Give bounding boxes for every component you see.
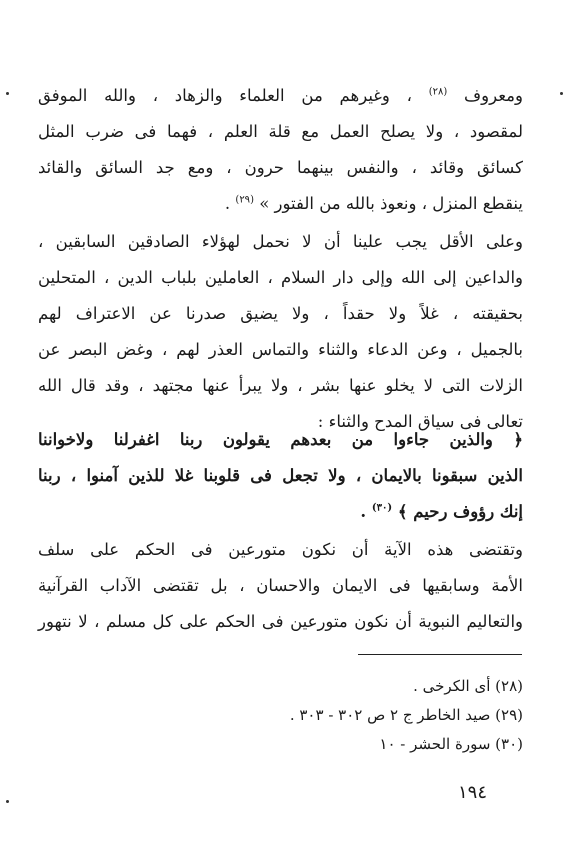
footnote-ref-29: (٢٩) (235, 194, 254, 206)
footnote-28: (٢٨) أى الكرخى . (413, 677, 523, 695)
footnote-ref-30: (٣٠) (371, 502, 393, 514)
verse-line-3-text: إنك رؤوف رحيم ﴾ (397, 502, 523, 521)
paragraph-1-line-1 (38, 78, 523, 114)
paragraph-2-line-6: تعالى فى سياق المدح والثناء : (317, 412, 523, 431)
footnote-29: (٢٩) صيد الخاطر ج ٢ ص ٣٠٢ - ٣٠٣ . (289, 706, 523, 724)
paragraph-4-line-1: وتقتضى هذه الآية أن نكون متورعين فى الحكم على سلف (38, 540, 523, 559)
footnote-ref-28: (٢٨) (428, 86, 448, 98)
paragraph-1-line-4-text: ينقطع المنزل ، ونعوذ بالله من الفتور » (259, 194, 523, 213)
paragraph-2-line-4: بالجميل ، وعن الدعاء والثناء والتماس العذر لهم ، وغض البصر عن (38, 340, 523, 359)
paragraph-2-line-3: بحقيقته ، غلاً ولا حقداً ، ولا يضيق صدرنا عن الاعتراف لهم (38, 304, 523, 323)
verse-line-3-end: . (360, 502, 367, 521)
margin-dot-bottom (6, 800, 9, 803)
margin-dot-right (560, 92, 563, 95)
paragraph-2-line-2: والداعين إلى الله وإلى دار السلام ، العاملين بلباب الدين ، المتحلين (38, 268, 523, 287)
paragraph-1-line-4-end: . (224, 194, 231, 213)
paragraph-1-line-4 (38, 186, 523, 222)
footnote-30: (٣٠) سورة الحشر - ١٠ (379, 735, 523, 753)
paragraph-1-line-1-rest: ، وغيرهم من العلماء والزهاد ، والله الموفق (38, 86, 412, 105)
paragraph-4 (38, 532, 523, 640)
quran-verse-paragraph (38, 422, 523, 530)
paragraph-4-line-2: الأمة وسابقيها فى الايمان والاحسان ، بل تقتضى الآداب القرآنية (38, 576, 523, 595)
page-number: ١٩٤ (457, 782, 487, 803)
verse-line-1: ﴿ والذين جاءوا من بعدهم يقولون ربنا اغفرلنا ولاخواننا (38, 430, 523, 449)
paragraph-1-line-2: لمقصود ، ولا يصلح العمل مع قلة العلم ، فهما فى ضرب المثل (38, 122, 523, 141)
verse-line-3 (38, 494, 523, 530)
paragraph-2 (38, 224, 523, 440)
paragraph-1-line-3: كسائق وقائد ، والنفس بينهما حرون ، ومع جد السائق والقائد (38, 158, 523, 177)
footnotes (123, 672, 523, 759)
paragraph-2-line-1: وعلى الأقل يجب علينا أن لا نحمل لهؤلاء الصادقين السابقين ، (38, 232, 523, 251)
paragraph-1 (38, 78, 523, 222)
paragraph-4-line-3: والتعاليم النبوية أن نكون متورعين فى الحكم على كل مسلم ، لا نتهور (38, 612, 523, 631)
verse-line-2: الذين سبقونا بالايمان ، ولا تجعل فى قلوبنا غلا للذين آمنوا ، ربنا (38, 466, 523, 485)
paragraph-1-line-1-start: ومعروف (464, 86, 523, 105)
footnote-divider (358, 654, 522, 655)
margin-dot-top (6, 92, 9, 95)
paragraph-2-line-5: الزلات التى لا يخلو عنها بشر ، ولا يبرأ عنها مجتهد ، وقد قال الله (38, 376, 523, 395)
